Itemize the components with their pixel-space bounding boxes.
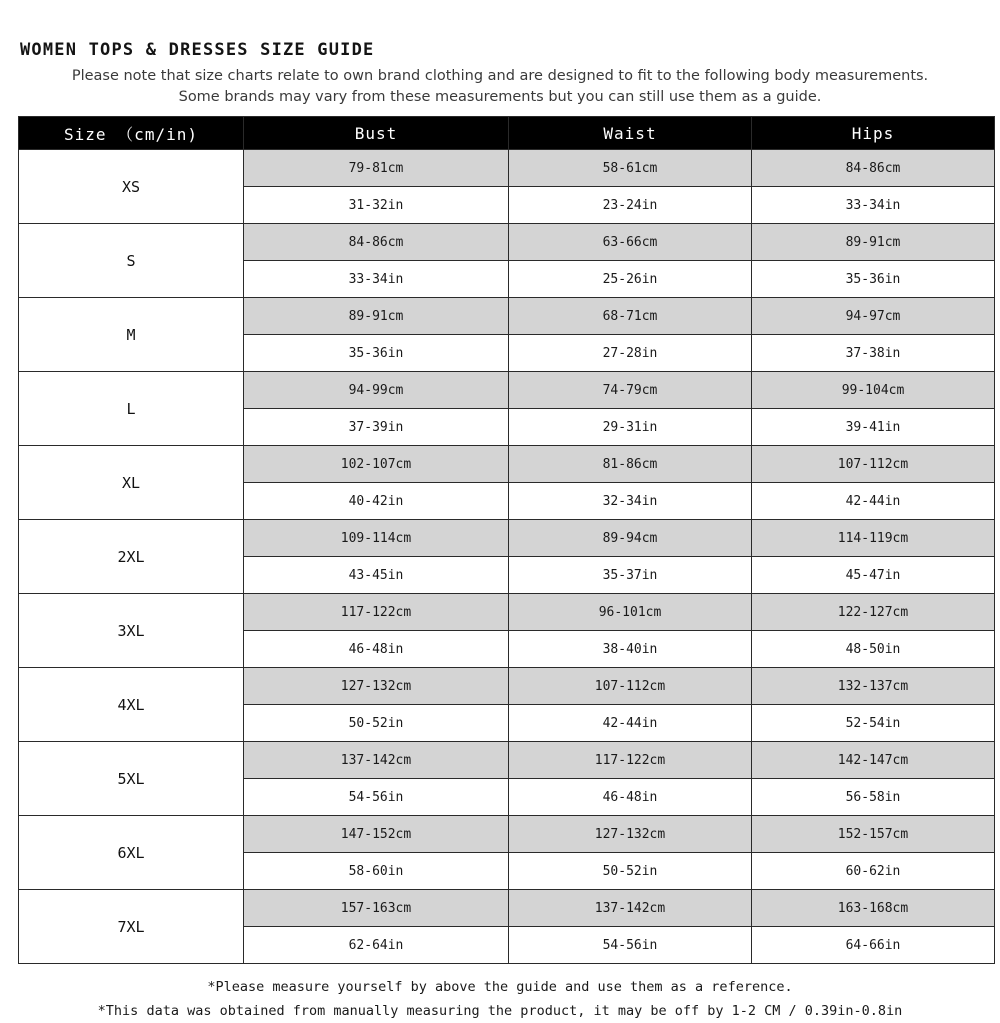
hips-in: 60-62in <box>752 853 995 890</box>
waist-cm: 74-79cm <box>509 372 752 409</box>
waist-in: 38-40in <box>509 631 752 668</box>
hips-in: 45-47in <box>752 557 995 594</box>
bust-cm: 102-107cm <box>244 446 509 483</box>
bust-in: 54-56in <box>244 779 509 816</box>
table-row <box>19 446 995 483</box>
table-body <box>19 150 995 964</box>
bust-cm: 94-99cm <box>244 372 509 409</box>
hips-cm: 152-157cm <box>752 816 995 853</box>
size-label: 5XL <box>19 742 244 816</box>
size-label: L <box>19 372 244 446</box>
bust-in: 50-52in <box>244 705 509 742</box>
hips-cm: 84-86cm <box>752 150 995 187</box>
waist-in: 54-56in <box>509 927 752 964</box>
hips-cm: 114-119cm <box>752 520 995 557</box>
waist-cm: 96-101cm <box>509 594 752 631</box>
waist-in: 46-48in <box>509 779 752 816</box>
bust-in: 35-36in <box>244 335 509 372</box>
column-header-waist: Waist <box>509 117 752 150</box>
header-row <box>19 117 995 150</box>
bust-cm: 147-152cm <box>244 816 509 853</box>
size-label: 6XL <box>19 816 244 890</box>
hips-cm: 122-127cm <box>752 594 995 631</box>
note-line-1: Please note that size charts relate to own brand clothing and are designed to fit to the following body measurements. <box>71 68 929 84</box>
size-chart-table <box>18 116 995 964</box>
table-row <box>19 224 995 261</box>
size-label: XS <box>19 150 244 224</box>
table-row <box>19 890 995 927</box>
hips-cm: 142-147cm <box>752 742 995 779</box>
footer-line-1: *Please measure yourself by above the guide and use them as a reference. <box>207 979 793 996</box>
waist-in: 50-52in <box>509 853 752 890</box>
waist-cm: 89-94cm <box>509 520 752 557</box>
bust-cm: 84-86cm <box>244 224 509 261</box>
column-header-size: Size （cm/in) <box>19 117 244 150</box>
waist-in: 32-34in <box>509 483 752 520</box>
footer-line-2: *This data was obtained from manually measuring the product, it may be off by 1-2 CM / 0.39in-0.8in <box>97 1002 903 1019</box>
table-row <box>19 668 995 705</box>
waist-cm: 58-61cm <box>509 150 752 187</box>
waist-in: 23-24in <box>509 187 752 224</box>
note-line-2: Some brands may vary from these measurements but you can still use them as a guide. <box>178 89 822 106</box>
size-label: 2XL <box>19 520 244 594</box>
waist-cm: 68-71cm <box>509 298 752 335</box>
waist-in: 29-31in <box>509 409 752 446</box>
hips-in: 42-44in <box>752 483 995 520</box>
waist-cm: 107-112cm <box>509 668 752 705</box>
bust-in: 37-39in <box>244 409 509 446</box>
hips-cm: 132-137cm <box>752 668 995 705</box>
table-row <box>19 298 995 335</box>
waist-in: 42-44in <box>509 705 752 742</box>
size-label: XL <box>19 446 244 520</box>
size-label: 7XL <box>19 890 244 964</box>
waist-cm: 117-122cm <box>509 742 752 779</box>
hips-in: 33-34in <box>752 187 995 224</box>
hips-in: 64-66in <box>752 927 995 964</box>
bust-cm: 137-142cm <box>244 742 509 779</box>
hips-in: 48-50in <box>752 631 995 668</box>
bust-cm: 117-122cm <box>244 594 509 631</box>
size-label: M <box>19 298 244 372</box>
waist-cm: 137-142cm <box>509 890 752 927</box>
hips-in: 35-36in <box>752 261 995 298</box>
size-label: S <box>19 224 244 298</box>
table-row <box>19 594 995 631</box>
size-label: 4XL <box>19 668 244 742</box>
hips-in: 52-54in <box>752 705 995 742</box>
waist-cm: 81-86cm <box>509 446 752 483</box>
bust-cm: 89-91cm <box>244 298 509 335</box>
bust-cm: 127-132cm <box>244 668 509 705</box>
bust-in: 33-34in <box>244 261 509 298</box>
bust-in: 58-60in <box>244 853 509 890</box>
column-header-hips: Hips <box>752 117 995 150</box>
bust-in: 40-42in <box>244 483 509 520</box>
hips-cm: 94-97cm <box>752 298 995 335</box>
bust-in: 31-32in <box>244 187 509 224</box>
waist-cm: 63-66cm <box>509 224 752 261</box>
hips-in: 56-58in <box>752 779 995 816</box>
bust-cm: 79-81cm <box>244 150 509 187</box>
hips-cm: 163-168cm <box>752 890 995 927</box>
waist-cm: 127-132cm <box>509 816 752 853</box>
size-label: 3XL <box>19 594 244 668</box>
hips-in: 39-41in <box>752 409 995 446</box>
table-row <box>19 742 995 779</box>
table-row <box>19 372 995 409</box>
table-header <box>19 117 995 150</box>
note-block <box>18 66 982 108</box>
bust-in: 43-45in <box>244 557 509 594</box>
bust-cm: 157-163cm <box>244 890 509 927</box>
table-row <box>19 816 995 853</box>
waist-in: 27-28in <box>509 335 752 372</box>
column-header-bust: Bust <box>244 117 509 150</box>
hips-cm: 107-112cm <box>752 446 995 483</box>
hips-in: 37-38in <box>752 335 995 372</box>
bust-cm: 109-114cm <box>244 520 509 557</box>
page-title: WOMEN TOPS & DRESSES SIZE GUIDE <box>20 40 375 60</box>
table-row <box>19 150 995 187</box>
waist-in: 35-37in <box>509 557 752 594</box>
bust-in: 62-64in <box>244 927 509 964</box>
hips-cm: 99-104cm <box>752 372 995 409</box>
table-row <box>19 520 995 557</box>
bust-in: 46-48in <box>244 631 509 668</box>
waist-in: 25-26in <box>509 261 752 298</box>
hips-cm: 89-91cm <box>752 224 995 261</box>
